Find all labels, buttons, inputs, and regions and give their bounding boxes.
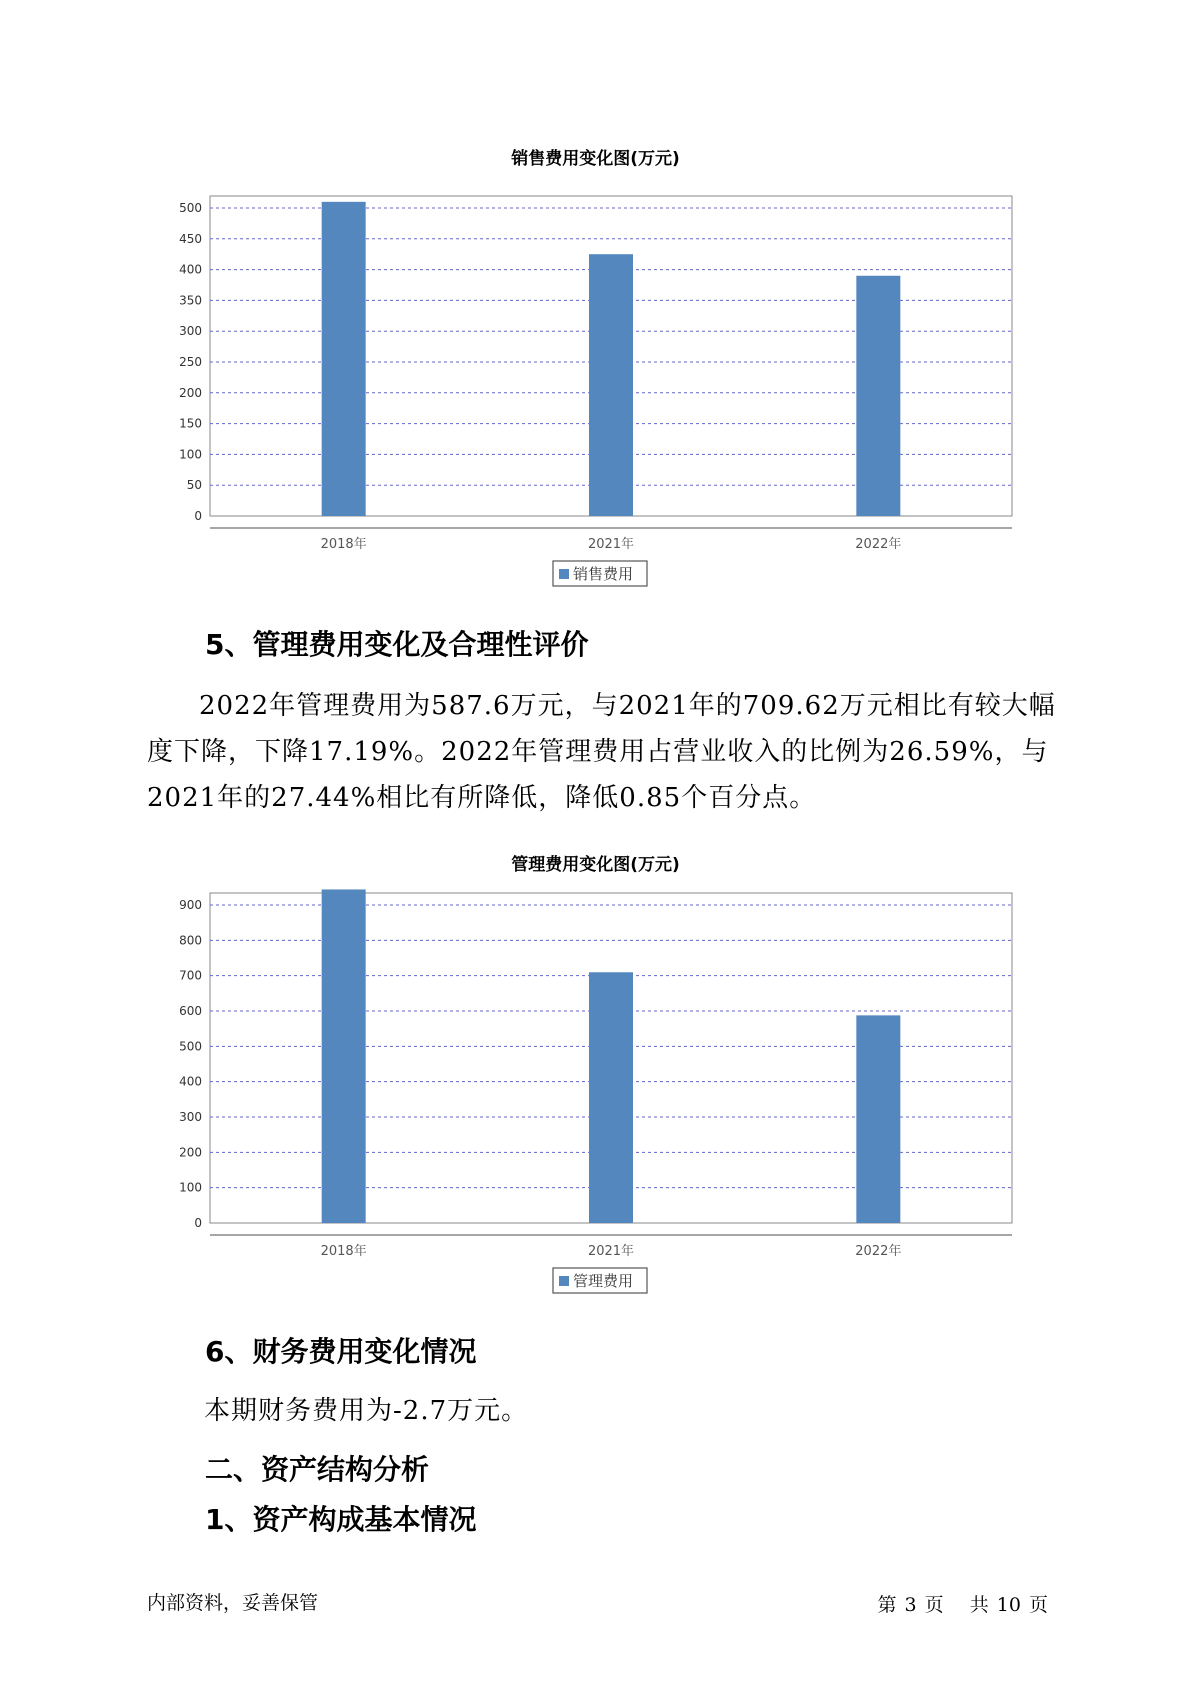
- section-heading: 5、管理费用变化及合理性评价: [205, 628, 589, 661]
- legend-swatch: [559, 569, 569, 579]
- y-tick-label: 400: [179, 1074, 202, 1089]
- total-unit: 页: [1028, 1594, 1048, 1616]
- page-unit: 页: [924, 1594, 944, 1616]
- section-heading: 6、财务费用变化情况: [205, 1335, 477, 1368]
- x-tick-label: 2021年: [587, 1244, 635, 1259]
- total-prefix: 共: [969, 1594, 989, 1616]
- section-heading: 二、资产结构分析: [205, 1453, 430, 1486]
- x-tick-label: 2018年: [320, 1244, 367, 1259]
- legend-label: 管理费用: [573, 1272, 634, 1290]
- bar: [322, 889, 366, 1223]
- y-tick-label: 200: [179, 1145, 202, 1160]
- y-tick-label: 300: [179, 324, 202, 339]
- bar: [856, 1015, 900, 1223]
- chart-title: 销售费用变化图(万元): [511, 149, 680, 169]
- total-number: 10: [996, 1594, 1021, 1616]
- legend: [553, 561, 647, 586]
- y-tick-label: 300: [179, 1110, 202, 1124]
- bar: [589, 972, 633, 1223]
- y-tick-label: 50: [186, 478, 202, 493]
- paragraph: 2022年管理费用为587.6万元，与2021年的709.62万元相比有较大幅度下降，下降17.19%。2022年管理费用占营业收入的比例为26.59%，与2021年的27.44%相比有所降低，降低0.85个百分点。: [147, 691, 1056, 813]
- legend: [553, 1268, 647, 1293]
- x-tick-label: 2022年: [855, 1244, 902, 1259]
- y-tick-label: 100: [179, 1180, 202, 1195]
- footer-page-number: [874, 1590, 1052, 1617]
- x-tick-label: 2021年: [587, 537, 635, 552]
- y-tick-label: 200: [179, 385, 202, 400]
- page-number: 3: [904, 1594, 917, 1616]
- y-tick-label: 700: [179, 968, 202, 983]
- y-tick-label: 400: [179, 262, 202, 277]
- y-tick-label: 500: [179, 1039, 202, 1054]
- page-prefix: 第: [877, 1594, 897, 1616]
- legend-label: 销售费用: [573, 565, 634, 583]
- y-tick-label: 450: [179, 231, 202, 246]
- y-tick-label: 500: [179, 201, 202, 215]
- y-tick-label: 800: [179, 933, 202, 948]
- y-tick-label: 350: [179, 293, 202, 308]
- admin-expense-chart: [0, 885, 1191, 1305]
- section-heading: 1、资产构成基本情况: [205, 1503, 477, 1536]
- chart-title: 管理费用变化图(万元): [511, 855, 680, 875]
- bar: [589, 254, 633, 516]
- bar: [322, 202, 366, 516]
- y-tick-label: 150: [179, 416, 202, 431]
- footer-confidential: 内部资料，妥善保管: [147, 1592, 319, 1614]
- x-tick-label: 2022年: [855, 537, 902, 552]
- y-tick-label: 100: [179, 447, 202, 462]
- y-tick-label: 900: [179, 898, 202, 912]
- y-tick-label: 600: [179, 1004, 202, 1018]
- legend-swatch: [559, 1276, 569, 1286]
- y-tick-label: 0: [194, 1216, 202, 1230]
- y-tick-label: 250: [179, 355, 202, 369]
- sales-expense-chart: [0, 180, 1191, 600]
- x-tick-label: 2018年: [320, 537, 367, 552]
- paragraph: 本期财务费用为-2.7万元。: [204, 1396, 529, 1426]
- y-tick-label: 0: [194, 509, 202, 523]
- bar: [856, 276, 900, 516]
